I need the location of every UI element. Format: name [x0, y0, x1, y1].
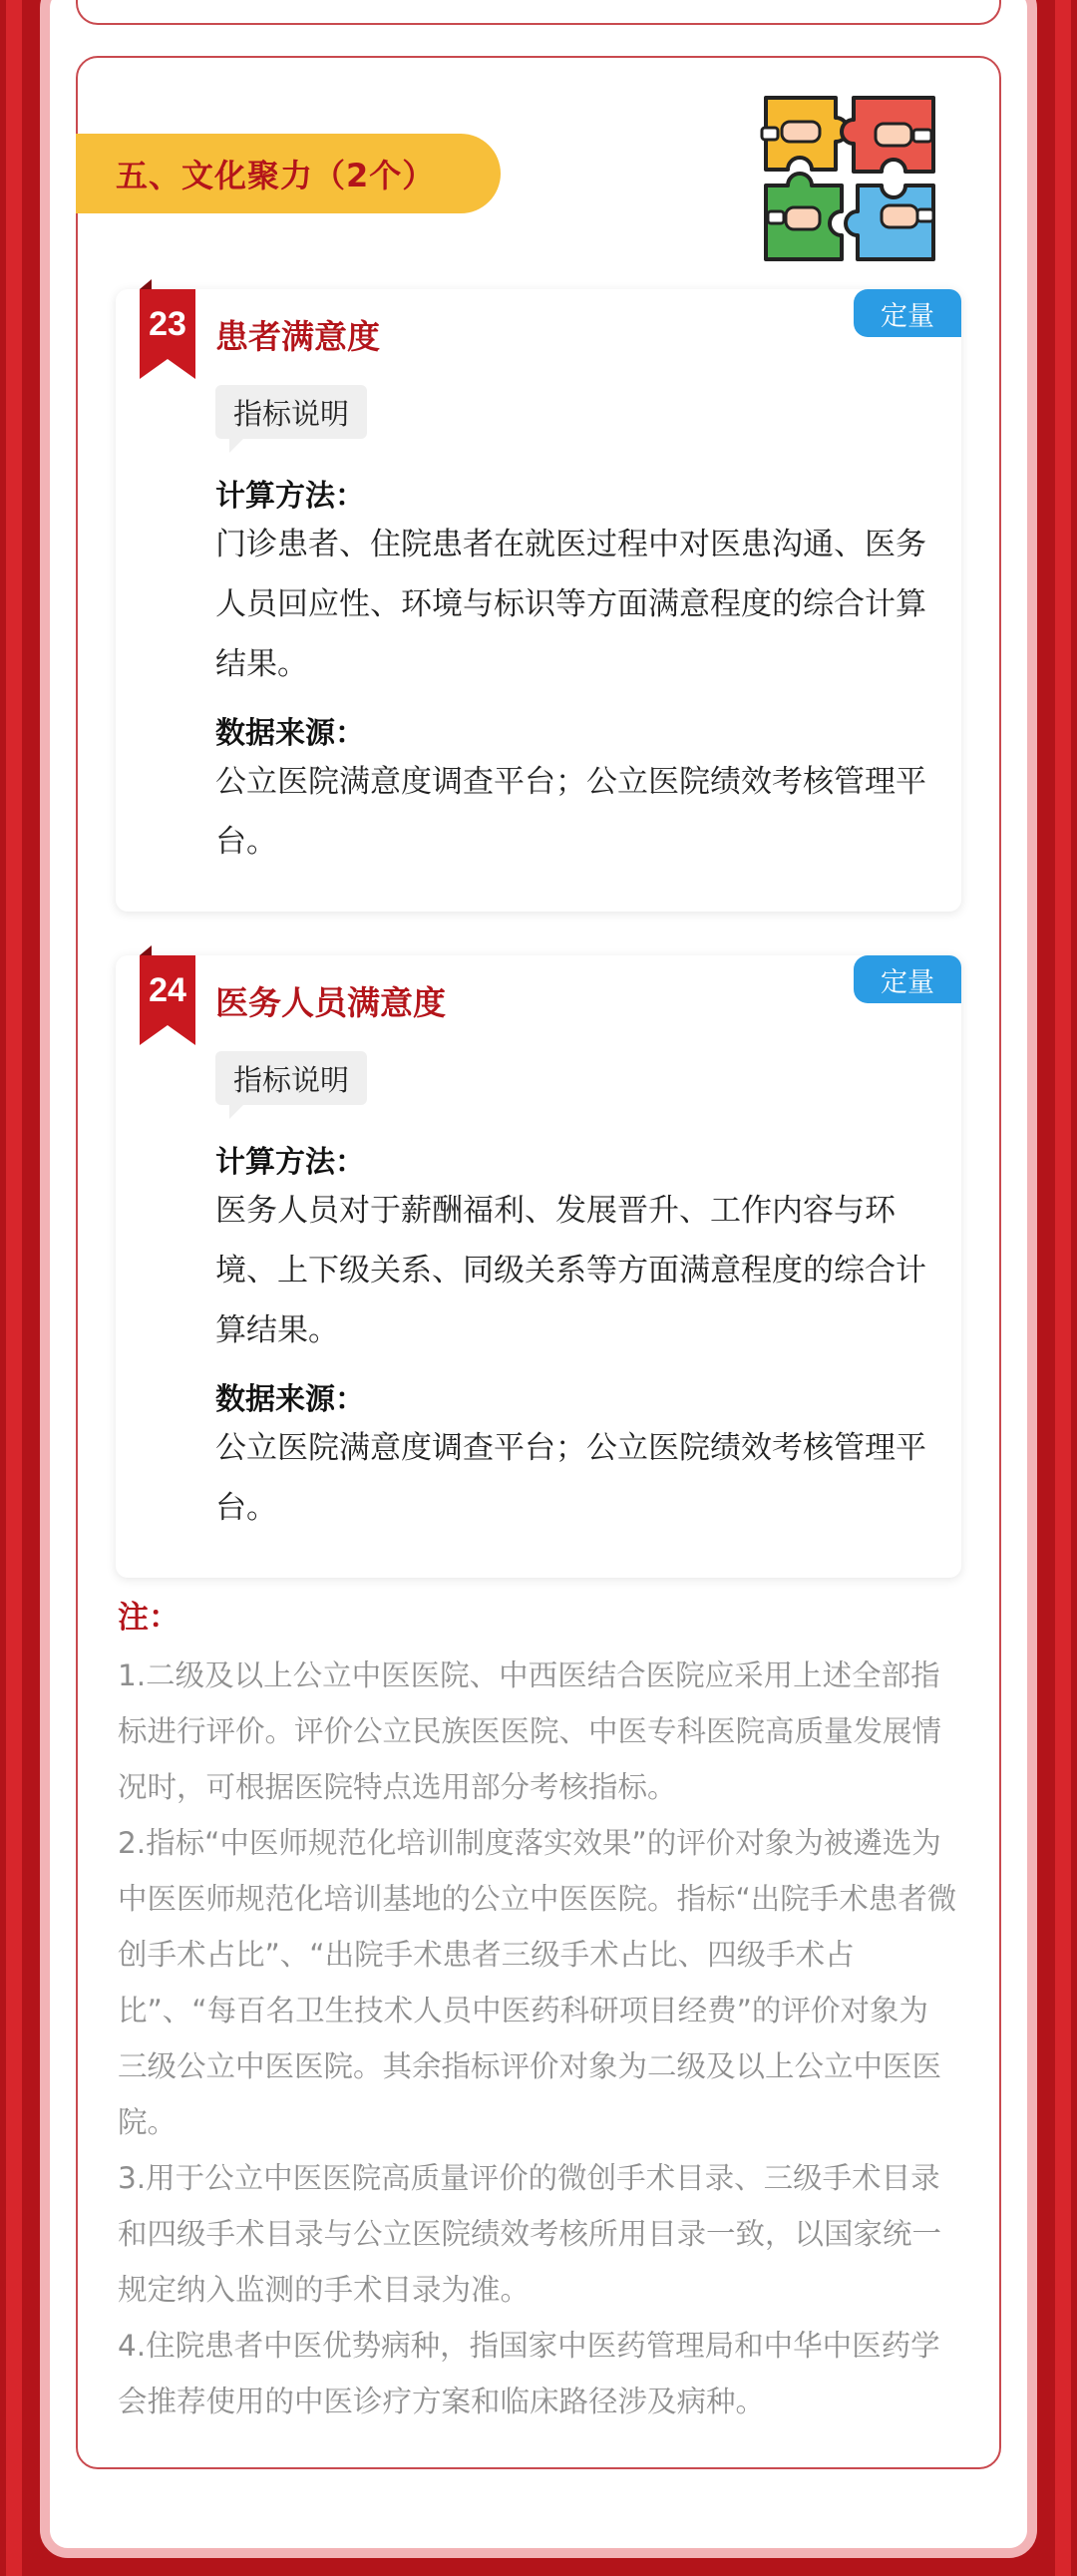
calc-method-text: 门诊患者、住院患者在就医过程中对医患沟通、医务人员回应性、环境与标识等方面满意程度的综合计算结果。: [215, 527, 926, 682]
right-border-stripe: [1055, 0, 1071, 2576]
note-item-4: 4.住院患者中医优势病种，指国家中医药管理局和中华中医药学会推荐使用的中医诊疗方案和临床路径涉及病种。: [118, 2329, 940, 2418]
puzzle-hands-icon: [758, 88, 947, 267]
indicator-description-chip: 指标说明: [215, 385, 367, 439]
data-source-text: 公立医院满意度调查平台；公立医院绩效考核管理平台。: [215, 1430, 926, 1526]
section-title: 五、文化聚力（2个）: [76, 134, 501, 213]
note-item-1: 1.二级及以上公立中医医院、中西医结合医院应采用上述全部指标进行评价。评价公立民族医医院、中医专科医院高质量发展情况时，可根据医院特点选用部分考核指标。: [118, 1658, 942, 1804]
indicator-card-23: [116, 289, 961, 912]
indicator-number: 23: [149, 305, 186, 343]
calc-method-label: 计算方法：: [215, 1145, 365, 1180]
indicator-card-24: [116, 955, 961, 1578]
ribbon-bookmark-icon: [140, 945, 195, 1045]
calc-method-label: 计算方法：: [215, 479, 365, 514]
quantitative-tag: 定量: [854, 955, 961, 1003]
indicator-title: 患者满意度: [215, 317, 380, 356]
ribbon-bookmark-icon: [140, 279, 195, 379]
quantitative-tag: 定量: [854, 289, 961, 337]
indicator-number: 24: [149, 971, 186, 1009]
note-item-2: 2.指标“中医师规范化培训制度落实效果”的评价对象为被遴选为中医医师规范化培训基地的公立中医医院。指标“出院手术患者微创手术占比”、“出院手术患者三级手术占比、四级手术占比”、“每百名卫生技术人员中医药科研项目经费”的评价对象为三级公立中医医院。其余指标评价对象为二级及以上公立中医医院。: [118, 1826, 957, 2139]
left-border-stripe: [6, 0, 22, 2576]
indicator-title: 医务人员满意度: [215, 983, 446, 1022]
data-source-label: 数据来源：: [215, 716, 365, 751]
notes-title: 注：: [118, 1600, 180, 1636]
calc-method-text: 医务人员对于薪酬福利、发展晋升、工作内容与环境、上下级关系、同级关系等方面满意程度的综合计算结果。: [215, 1193, 926, 1348]
indicator-description-chip: 指标说明: [215, 1051, 367, 1105]
data-source-text: 公立医院满意度调查平台；公立医院绩效考核管理平台。: [215, 764, 926, 860]
note-item-3: 3.用于公立中医医院高质量评价的微创手术目录、三级手术目录和四级手术目录与公立医院绩效考核所用目录一致，以国家统一规定纳入监测的手术目录为准。: [118, 2161, 942, 2307]
previous-section-card-bottom: [76, 0, 1001, 25]
data-source-label: 数据来源：: [215, 1382, 365, 1417]
